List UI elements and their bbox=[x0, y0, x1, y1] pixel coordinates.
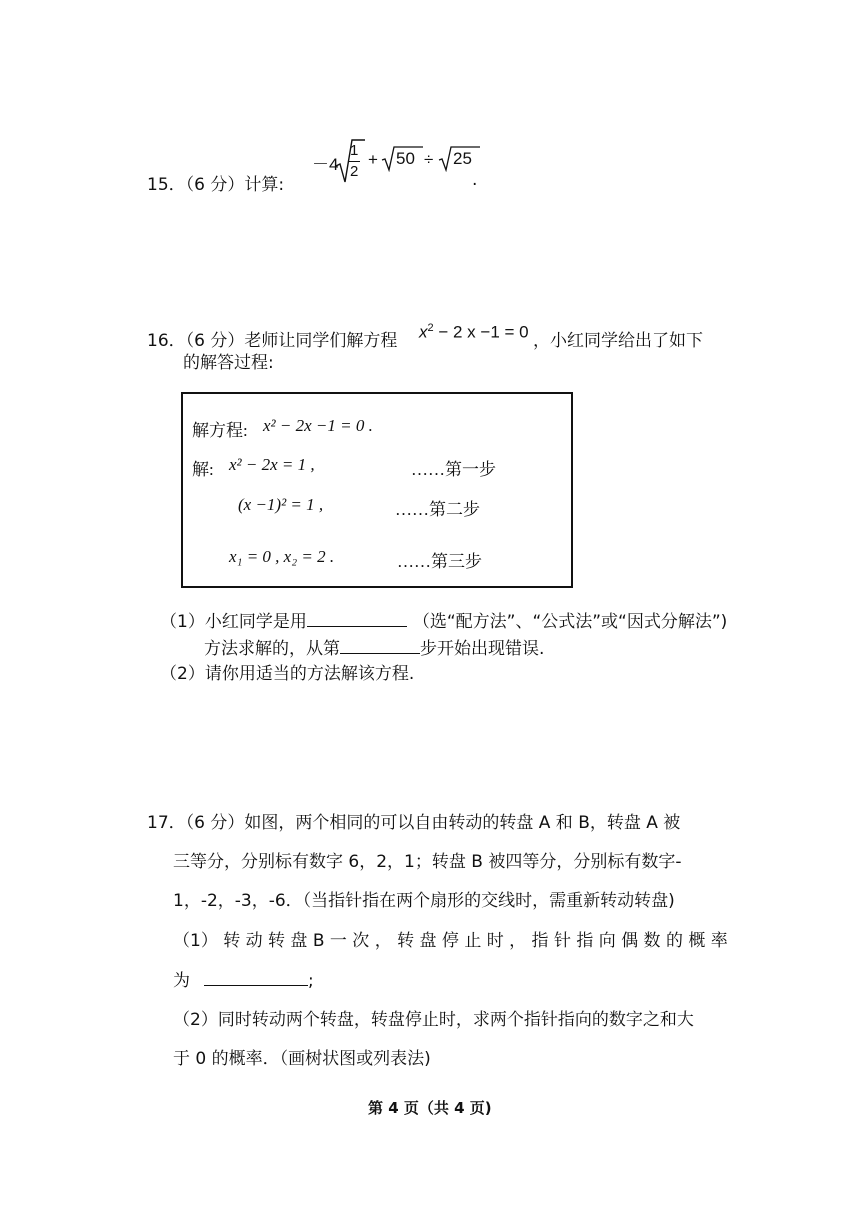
q16-sub1-line2 bbox=[204, 634, 544, 659]
q15-stem bbox=[147, 170, 284, 195]
q15-rad1: 50 bbox=[396, 149, 415, 168]
q16-sub1-d: 步开始出现错误. bbox=[420, 639, 545, 659]
box-l4-eq: x₁ = 0 , x₂ = 2 . bbox=[229, 547, 335, 566]
q16-eq-base: x bbox=[419, 322, 428, 342]
box-l3-eq: (x −1)² = 1 , bbox=[238, 495, 324, 514]
box-l1-label: 解方程: bbox=[192, 421, 248, 440]
q17-line1: 17．（6 分）如图，两个相同的可以自由转动的转盘 A 和 B，转盘 A 被 bbox=[147, 813, 681, 833]
box-l2-step: ……第一步 bbox=[411, 460, 496, 479]
answer-blank-step[interactable] bbox=[340, 637, 420, 654]
q15-expression bbox=[312, 134, 482, 186]
q16-sub2: （2）请你用适当的方法解该方程. bbox=[160, 664, 415, 684]
q16-text-b: ，小红同学给出了如下 bbox=[533, 331, 703, 351]
q16-eq-rest: − 2 x −1 = 0 bbox=[433, 322, 529, 342]
q15-coef: －4 bbox=[312, 155, 339, 174]
q16-eq-exp: 2 bbox=[427, 322, 434, 334]
q16-score: （6 分） bbox=[185, 331, 245, 351]
q16-sub1-a: （1）小红同学是用 bbox=[160, 612, 307, 632]
q17-line2: 三等分，分别标有数字 6，2，1；转盘 B 被四等分，分别标有数字- bbox=[173, 852, 682, 872]
answer-blank-probability[interactable] bbox=[204, 969, 308, 986]
q17-line5 bbox=[173, 966, 314, 991]
box-l2-eq: x² − 2x = 1 , bbox=[229, 455, 315, 474]
page-footer: 第 4 页（共 4 页) bbox=[368, 1099, 492, 1117]
box-l3-step: ……第二步 bbox=[395, 500, 480, 519]
solution-box bbox=[181, 392, 573, 588]
q17-line5-a: 为 bbox=[173, 971, 190, 991]
q16-text-a: 老师让同学们解方程 bbox=[244, 331, 398, 351]
q16-number: 16． bbox=[147, 331, 186, 351]
q15-end-dot: . bbox=[472, 170, 478, 190]
q17-line6: （2）同时转动两个转盘，转盘停止时，求两个指针指向的数字之和大 bbox=[173, 1010, 694, 1030]
q16-sub1-line1 bbox=[160, 607, 727, 632]
q17-line3: 1，-2，-3，-6．（当指针指在两个扇形的交线时，需重新转动转盘) bbox=[173, 891, 675, 911]
box-l1-eq: x² − 2x −1 = 0 . bbox=[263, 416, 373, 435]
q15-frac-den: 2 bbox=[350, 163, 359, 180]
q16-line2: 的解答过程: bbox=[183, 353, 274, 373]
box-l2-label: 解: bbox=[192, 460, 214, 479]
q15-div: ÷ bbox=[424, 150, 434, 169]
q16-sub1-b: （选“配方法”、“公式法”或“因式分解法”) bbox=[412, 612, 728, 632]
box-l4-step: ……第三步 bbox=[397, 552, 482, 571]
q15-plus: + bbox=[368, 150, 378, 169]
q17-line5-b: ; bbox=[308, 971, 314, 991]
q16-sub1-c: 方法求解的，从第 bbox=[204, 639, 340, 659]
fraction-bar bbox=[348, 161, 360, 162]
q16-equation bbox=[419, 322, 529, 343]
q15-number: 15． bbox=[147, 175, 186, 195]
q15-rad2: 25 bbox=[453, 149, 472, 168]
q15-frac-num: 1 bbox=[350, 142, 359, 159]
q17-line7: 于 0 的概率．（画树状图或列表法) bbox=[173, 1049, 431, 1069]
q17-line4: （1） 转 动 转 盘 B 一 次 ， 转 盘 停 止 时 ， 指 针 指 向 偶 数 的 概 率 bbox=[173, 931, 728, 951]
q15-score: （6 分） bbox=[185, 175, 245, 195]
q15-prompt: 计算: bbox=[244, 175, 285, 195]
answer-blank-method[interactable] bbox=[307, 610, 407, 627]
